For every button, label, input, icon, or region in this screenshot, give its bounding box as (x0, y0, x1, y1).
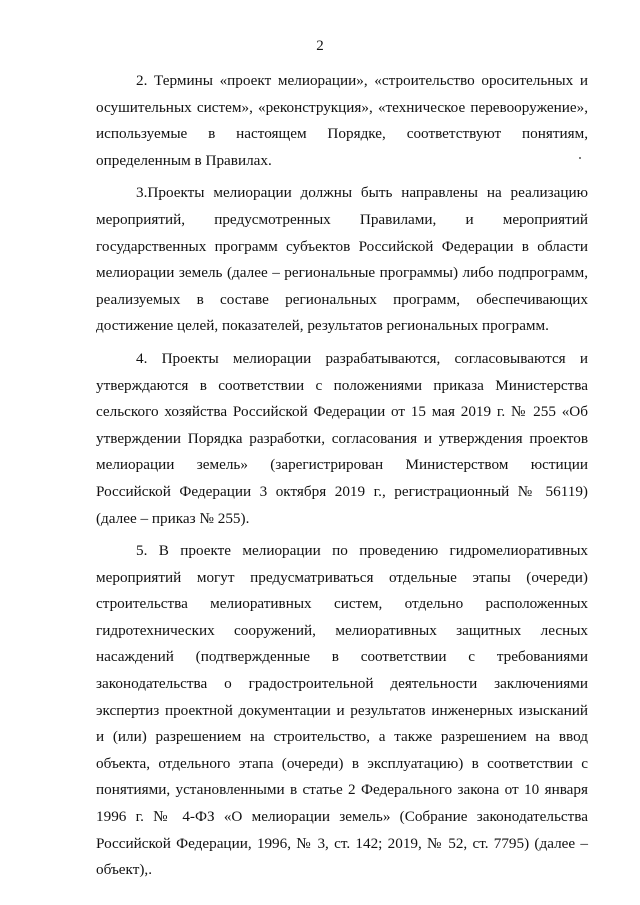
paragraph-4: 4. Проекты мелиорации разрабатываются, согласовываются и утверждаются в соответствии с положениями приказа Министерства сельского хозяйства Российской Федерации от 15 мая 2019 г. № 255 «Об утверждении Порядка разработки, согласования и утверждения проектов мелиорации земель» (зарегистрирован Министерством юстиции Российской Федерации 3 октября 2019 г., регистрационный № 56119) (далее – приказ № 255). (96, 349, 588, 527)
paragraph-2: 2. Термины «проект мелиорации», «строительство оросительных и осушительных систем», «реконструкция», «техническое перевооружение», используемые в настоящем Порядке, соответствуют понятиям, определенным в Правилах. (96, 72, 588, 169)
document-body (96, 68, 588, 890)
paragraph-5: 5. В проекте мелиорации по проведению гидромелиоративных мероприятий могут предусматриваться отдельные этапы (очереди) строительства мелиоративных систем, отдельно расположенных гидротехнических сооружений, мелиоративных защитных лесных насаждений (подтвержденные в соответствии с требованиями законодательства о градостроительной деятельности заключениями экспертиз проектной документации и результатов инженерных изысканий и (или) разрешением на строительство, а также разрешением на ввод объекта, отдельного этапа (очереди) в эксплуатацию) в соответствии с понятиями, установленными в статье 2 Федерального закона от 10 января 1996 г. № 4-ФЗ «О мелиорации земель» (Собрание законодательства Российской Федерации, 1996, № 3, ст. 142; 2019, № 52, ст. 7795) (далее – объект),. (96, 542, 588, 879)
scan-speck (579, 157, 581, 159)
page-number: 2 (316, 38, 324, 54)
paragraph-3: 3.Проекты мелиорации должны быть направлены на реализацию мероприятий, предусмотренных Правилами, и мероприятий государственных программ субъектов Российской Федерации в области мелиорации земель (далее – региональные программы) либо подпрограмм, реализуемых в составе региональных программ, обеспечивающих достижение целей, показателей, результатов региональных программ. (96, 184, 588, 335)
